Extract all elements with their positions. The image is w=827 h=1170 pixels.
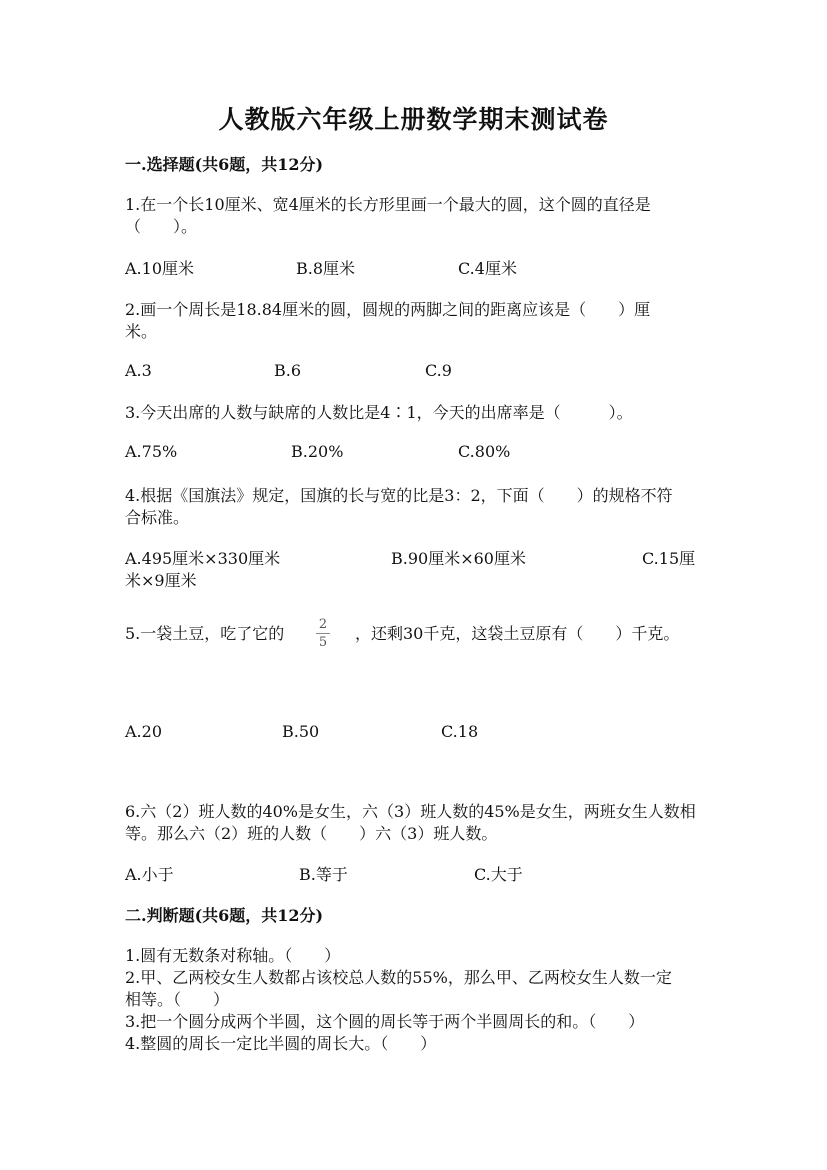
question-1-line-2: （ ）。 [125, 217, 198, 236]
judgment-line-5: 4.整圆的周长一定比半圆的周长大。（ ） [125, 1034, 437, 1053]
fraction-two-fifths [316, 617, 330, 650]
question-2-option-c: C.9 [425, 361, 452, 380]
question-4-option-b: B.90厘米×60厘米 [391, 549, 526, 568]
fraction-denominator: 5 [318, 635, 328, 650]
question-5-line-1-end: ，还剩30千克，这袋土豆原有（ ）千克。 [355, 624, 680, 643]
question-6-line-1: 6.六（2）班人数的40%是女生，六（3）班人数的45%是女生，两班女生人数相 [125, 802, 696, 821]
question-3-option-b: B.20% [291, 442, 344, 461]
question-6-line-2: 等。那么六（2）班的人数（ ）六（3）班人数。 [125, 824, 498, 843]
question-6-option-c: C.大于 [474, 865, 523, 884]
question-1-line-1: 1.在一个长10厘米、宽4厘米的长方形里画一个最大的圆，这个圆的直径是 [125, 195, 651, 214]
question-1-option-c: C.4厘米 [458, 259, 517, 278]
page-title: 人教版六年级上册数学期末测试卷 [218, 105, 609, 134]
question-4-option-c: C.15厘 [642, 549, 696, 568]
question-2-option-a: A.3 [125, 361, 152, 380]
question-3-option-a: A.75% [125, 442, 178, 461]
judgment-line-1: 1.圆有无数条对称轴。（ ） [125, 946, 341, 965]
judgment-line-2: 2.甲、乙两校女生人数都占该校总人数的55%，那么甲、乙两校女生人数一定 [125, 968, 672, 987]
question-5-line-1-start: 5.一袋土豆，吃了它的 [125, 624, 285, 643]
question-6-option-a: A.小于 [125, 865, 174, 884]
judgment-line-3: 相等。（ ） [125, 990, 230, 1009]
question-4-line-2: 合标准。 [125, 508, 190, 527]
question-5-option-b: B.50 [282, 722, 320, 741]
section-heading-judgment: 二.判断题(共6题，共12分) [125, 906, 324, 925]
question-2-line-2: 米。 [125, 322, 158, 341]
judgment-line-4: 3.把一个圆分成两个半圆，这个圆的周长等于两个半圆周长的和。（ ） [125, 1012, 645, 1031]
section-heading-choice: 一.选择题(共6题，共12分) [125, 155, 324, 174]
question-1-option-b: B.8厘米 [296, 259, 356, 278]
question-6-option-b: B.等于 [299, 865, 348, 884]
fraction-numerator: 2 [318, 617, 328, 632]
question-5-option-a: A.20 [125, 722, 162, 741]
question-5-option-c: C.18 [441, 722, 479, 741]
question-4-line-1: 4.根据《国旗法》规定，国旗的长与宽的比是3：2，下面（ ）的规格不符 [125, 486, 673, 505]
question-3-option-c: C.80% [458, 442, 511, 461]
question-1-option-a: A.10厘米 [125, 259, 195, 278]
fraction-bar [316, 633, 330, 634]
question-2-option-b: B.6 [274, 361, 302, 380]
question-4-option-c-continued: 米×9厘米 [125, 571, 197, 590]
question-3-line-1: 3.今天出席的人数与缺席的人数比是4∶1，今天的出席率是（ ）。 [125, 403, 633, 422]
question-2-line-1: 2.画一个周长是18.84厘米的圆，圆规的两脚之间的距离应该是（ ）厘 [125, 300, 651, 319]
question-4-option-a: A.495厘米×330厘米 [125, 549, 281, 568]
